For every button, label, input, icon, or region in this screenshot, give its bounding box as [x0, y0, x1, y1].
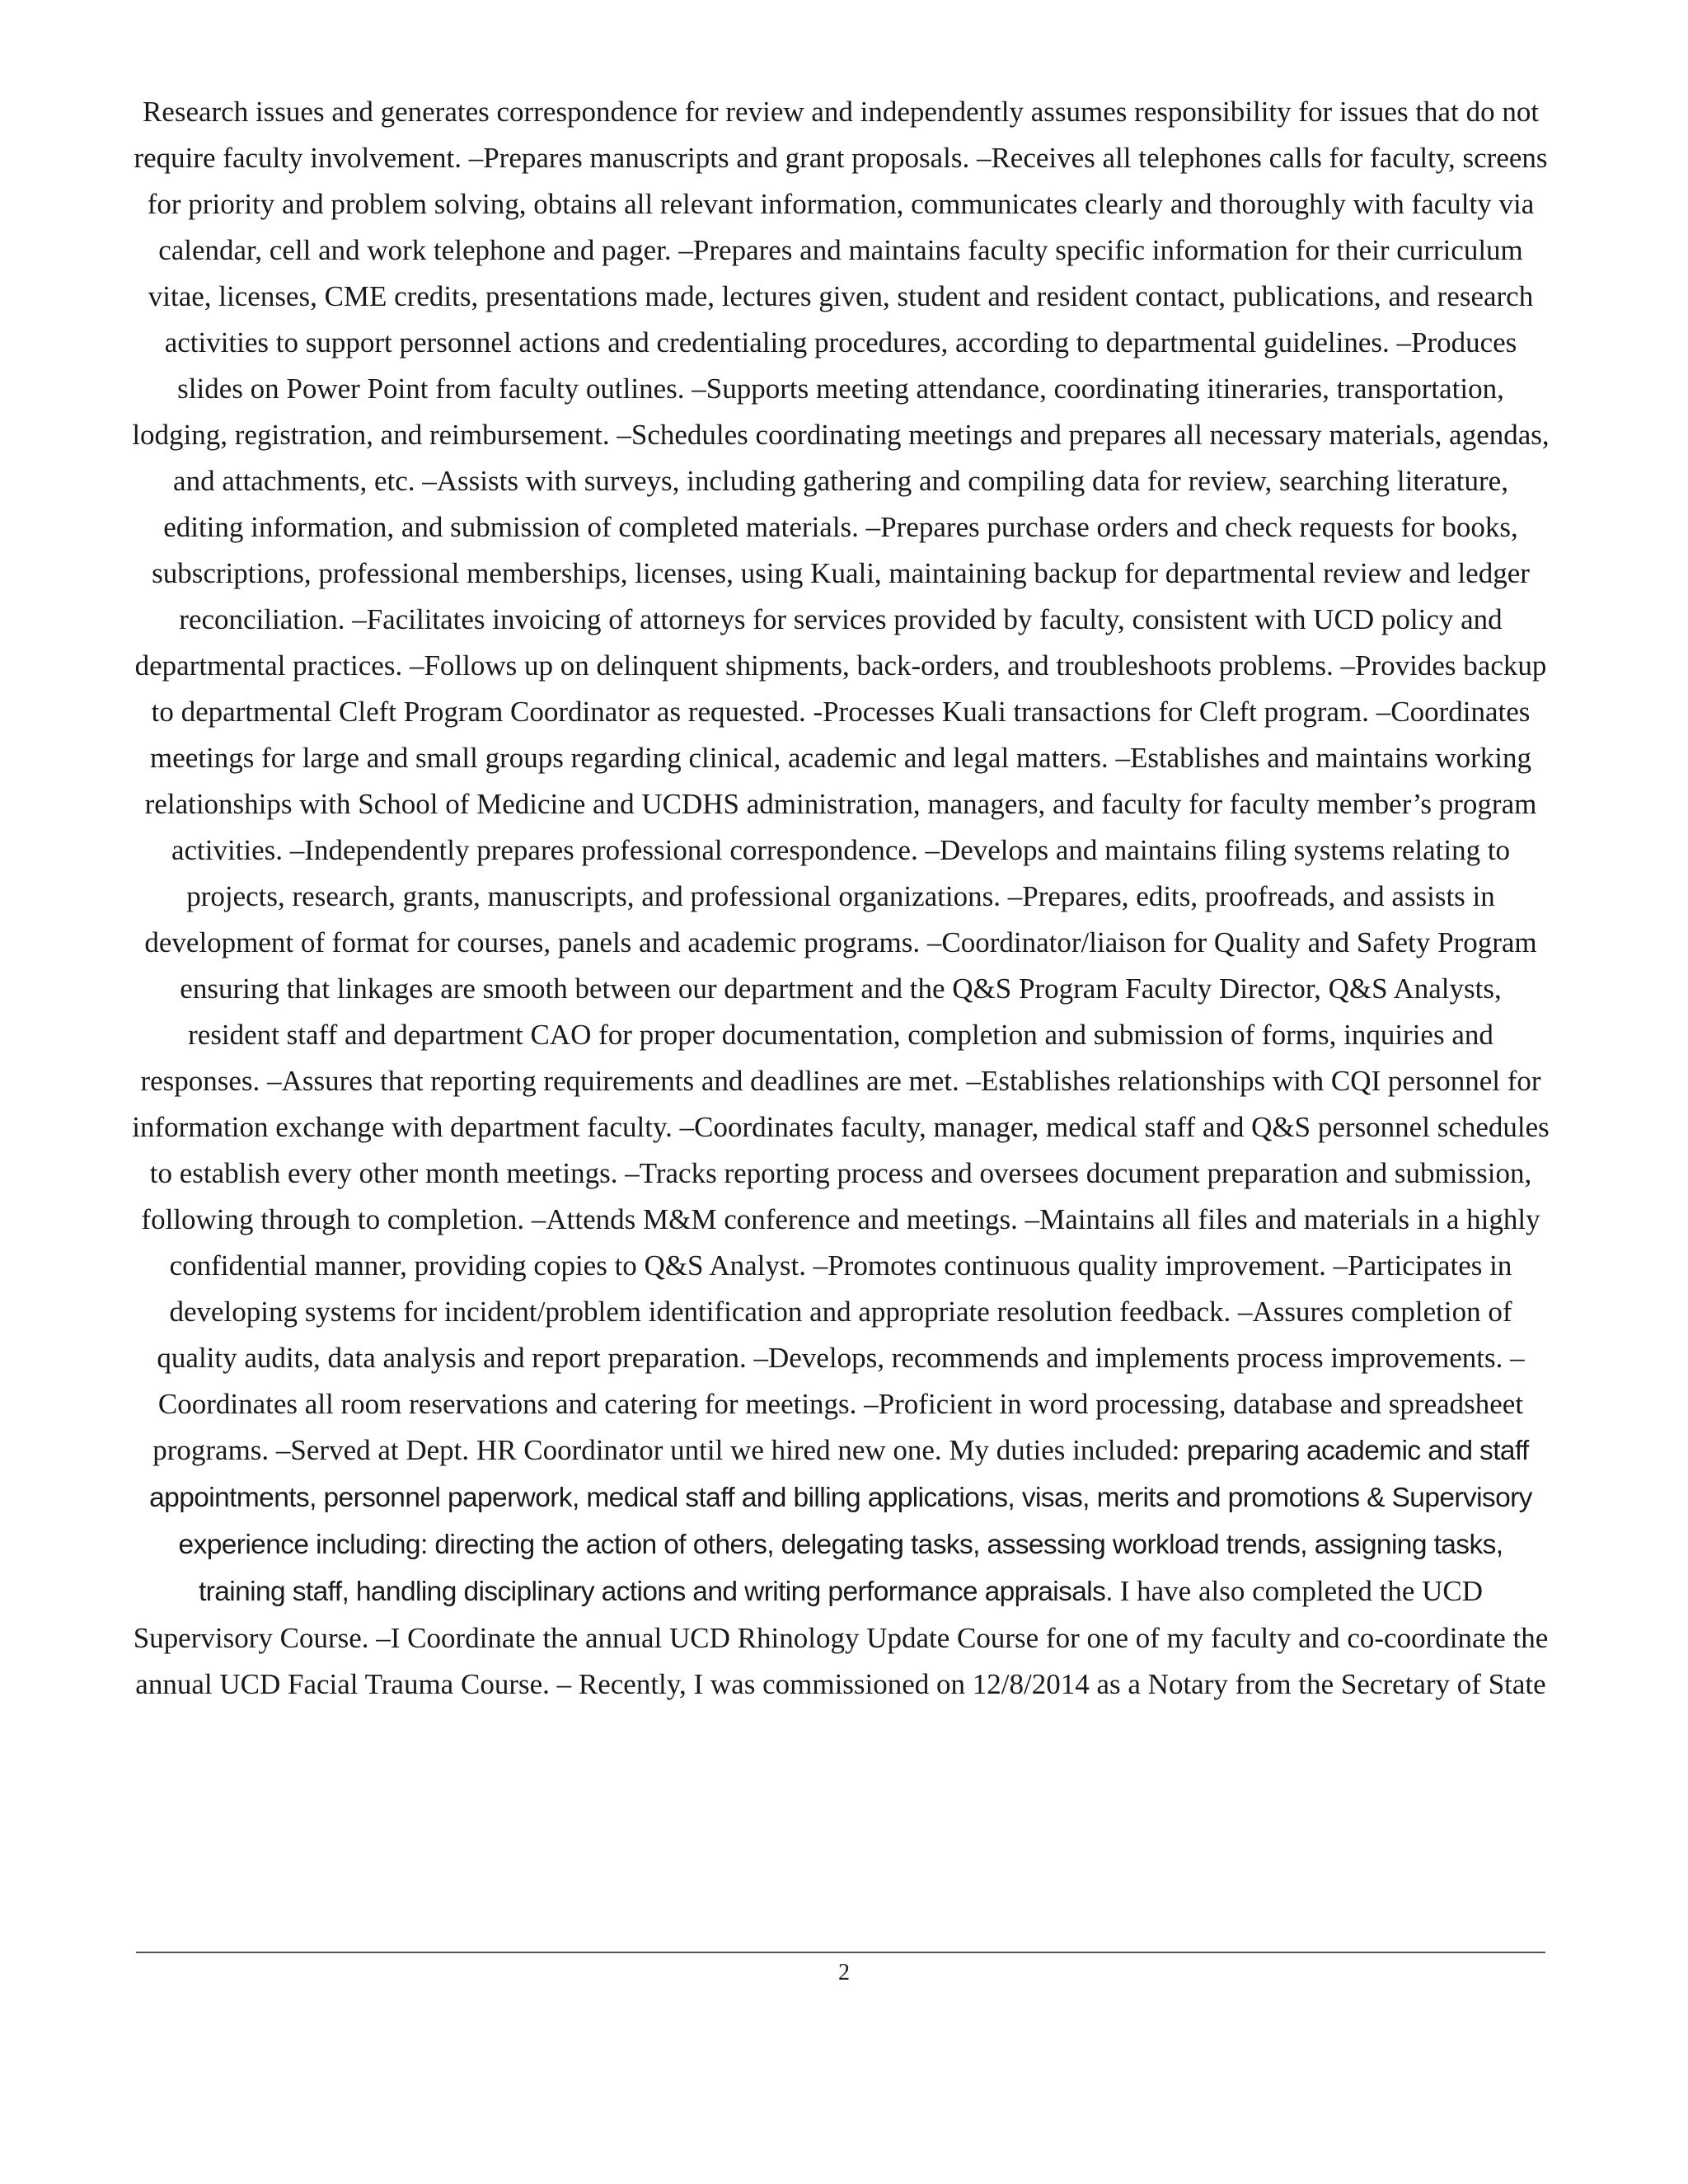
page-number: 2: [838, 1960, 850, 1985]
body-paragraph: [132, 89, 1550, 1708]
footer-divider: [136, 1952, 1545, 1953]
job-duties-text: Research issues and generates correspondence for review and independently assumes responsibility for issues that do not require faculty involvement. –Prepares manuscripts and grant proposals. –Receives all telephones calls for faculty, screens for priority and problem solving, obtains all relevant information, communicates clearly and thoroughly with faculty via calendar, cell and work telephone and pager. –Prepares and maintains faculty specific information for their curriculum vitae, licenses, CME credits, presentations made, lectures given, student and resident contact, publications, and research activities to support personnel actions and credentialing procedures, according to departmental guidelines. –Produces slides on Power Point from faculty outlines. –Supports meeting attendance, coordinating itineraries, transportation, lodging, registration, and reimbursement. –Schedules coordinating meetings and prepares all necessary materials, agendas, and attachments, etc. –Assists with surveys, including gathering and compiling data for review, searching literature, editing information, and submission of completed materials. –Prepares purchase orders and check requests for books, subscriptions, professional memberships, licenses, using Kuali, maintaining backup for departmental review and ledger reconciliation. –Facilitates invoicing of attorneys for services provided by faculty, consistent with UCD policy and departmental practices. –Follows up on delinquent shipments, back-orders, and troubleshoots problems. –Provides backup to departmental Cleft Program Coordinator as requested. -Processes Kuali transactions for Cleft program. –Coordinates meetings for large and small groups regarding clinical, academic and legal matters. –Establishes and maintains working relationships with School of Medicine and UCDHS administration, managers, and faculty for faculty member’s program activities. –Independently prepares professional correspondence. –Develops and maintains filing systems relating to projects, research, grants, manuscripts, and professional organizations. –Prepares, edits, proofreads, and assists in development of format for courses, panels and academic programs. –Coordinator/liaison for Quality and Safety Program ensuring that linkages are smooth between our department and the Q&S Program Faculty Director, Q&S Analysts, resident staff and department CAO for proper documentation, completion and submission of forms, inquiries and responses. –Assures that reporting requirements and deadlines are met. –Establishes relationships with CQI personnel for information exchange with department faculty. –Coordinates faculty, manager, medical staff and Q&S personnel schedules to establish every other month meetings. –Tracks reporting process and oversees document preparation and submission, following through to completion. –Attends M&M conference and meetings. –Maintains all files and materials in a highly confidential manner, providing copies to Q&S Analyst. –Promotes continuous quality improvement. –Participates in developing systems for incident/problem identification and appropriate resolution feedback. –Assures completion of quality audits, data analysis and report preparation. –Develops, recommends and implements process improvements. –Coordinates all room reservations and catering for meetings. –Proficient in word processing, database and spreadsheet programs. –Served at Dept. HR Coordinator until we hired new one. My duties included:: [132, 96, 1550, 1466]
additional-duties-text: I have also completed the UCD Supervisory Course. –I Coordinate the annual UCD Rhinology Update Course for one of my faculty and co-coordinate the annual UCD Facial Trauma Course. – Recently, I was commissioned on 12/8/2014 as a Notary from the Secretary of State: [133, 1575, 1549, 1700]
hr-duties-text: preparing academic and staff appointments, personnel paperwork, medical staff and billing applications, visas, merits and promotions & Supervisory experience including: directing the action of others, delegating tasks, assessing workload trends, assigning tasks, training staff, handling disciplinary actions and writing performance appraisals.: [149, 1436, 1532, 1607]
